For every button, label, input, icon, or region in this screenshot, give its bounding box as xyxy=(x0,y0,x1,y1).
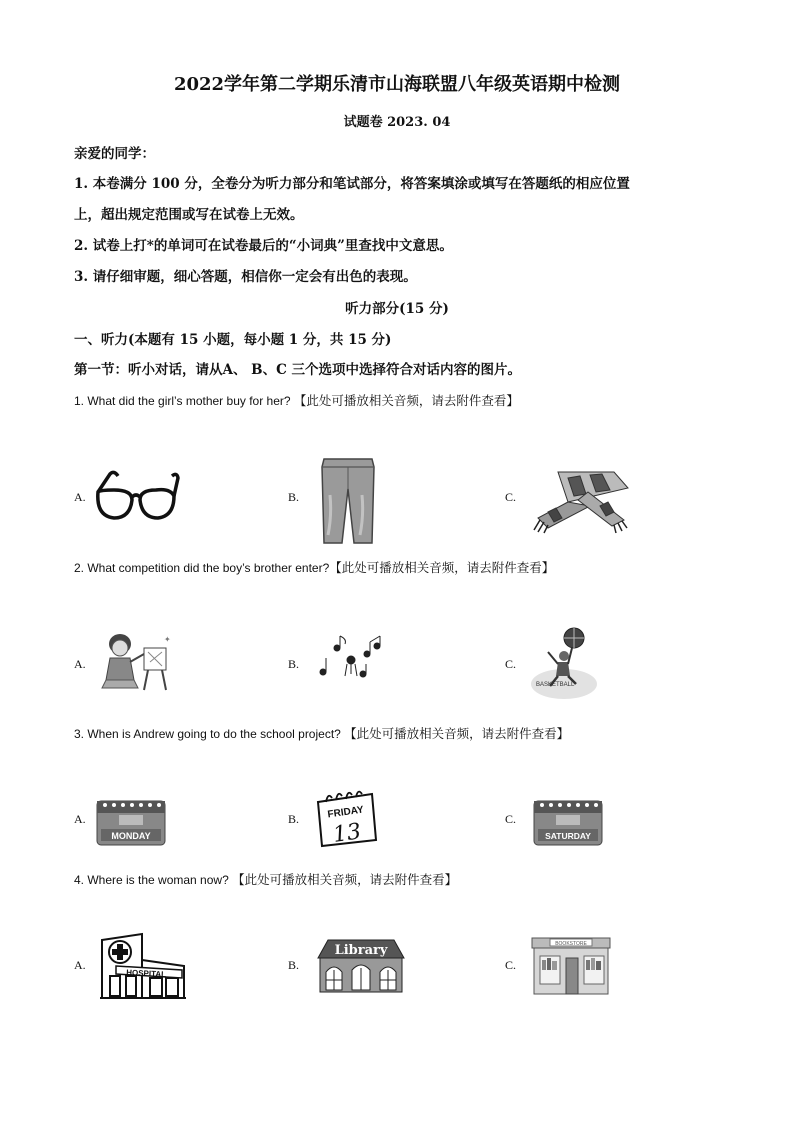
question-4-text: 4. Where is the woman now? xyxy=(74,873,233,887)
scarf-icon xyxy=(528,462,632,534)
music-notes-icon xyxy=(315,634,385,684)
painting-girl-icon xyxy=(98,632,178,692)
option-a-label: A. xyxy=(74,958,86,972)
subsection-title: 第一节：听小对话，请从A、 B、C 三个选项中选择符合对话内容的图片。 xyxy=(74,362,522,378)
svg-text:✦: ✦ xyxy=(164,635,171,644)
glasses-icon xyxy=(92,470,182,532)
page-subtitle: 试题卷 2023. 04 xyxy=(343,115,451,130)
calendar-saturday-icon xyxy=(532,795,604,847)
basketball-label: BASKETBALL xyxy=(536,682,575,688)
part-title: 一、听力(本题有 15 小题，每小题 1 分，共 15 分) xyxy=(74,332,392,348)
section-title: 听力部分(15 分) xyxy=(345,301,449,317)
question-1-text: 1. What did the girl’s mother buy for her? xyxy=(74,394,294,408)
option-a-label: A. xyxy=(74,812,86,826)
option-b-label: B. xyxy=(288,657,300,671)
library-label: Library xyxy=(334,943,388,958)
friday-number: 13 xyxy=(331,819,363,848)
page-title: 2022学年第二学期乐清市山海联盟八年级英语期中检测 xyxy=(173,74,621,95)
question-3 xyxy=(74,724,569,742)
option-b-label: B. xyxy=(288,490,300,504)
option-c-label: C. xyxy=(505,958,517,972)
audio-note: 【此处可播放相关音频，请去附件查看】 xyxy=(329,560,555,575)
greeting: 亲爱的同学： xyxy=(74,146,155,162)
question-3-text: 3. When is Andrew going to do the school project? xyxy=(74,727,345,741)
bookstore-icon xyxy=(530,936,612,996)
option-c-label: C. xyxy=(505,657,517,671)
bookstore-label: BOOKSTORE xyxy=(555,941,587,947)
hospital-label: HOSPITAL xyxy=(125,967,167,980)
audio-note: 【此处可播放相关音频，请去附件查看】 xyxy=(344,726,570,741)
instruction-3: 3. 请仔细审题，细心答题，相信你一定会有出色的表现。 xyxy=(74,269,417,285)
question-2 xyxy=(74,558,554,576)
question-4 xyxy=(74,870,457,888)
instruction-1-cont: 上，超出规定范围或写在试卷上无效。 xyxy=(74,207,304,223)
calendar-friday-icon xyxy=(312,788,380,850)
option-b-label: B. xyxy=(288,812,300,826)
saturday-label: SATURDAY xyxy=(545,831,591,841)
question-1 xyxy=(74,391,519,409)
option-c-label: C. xyxy=(505,812,517,826)
option-b-label: B. xyxy=(288,958,300,972)
instruction-2: 2. 试卷上打*的单词可在试卷最后的“小词典”里查找中文意思。 xyxy=(74,238,453,254)
basketball-player-icon xyxy=(528,626,598,702)
audio-note: 【此处可播放相关音频，请去附件查看】 xyxy=(293,393,519,408)
option-c-label: C. xyxy=(505,490,517,504)
audio-note: 【此处可播放相关音频，请去附件查看】 xyxy=(232,872,458,887)
instruction-1: 1. 本卷满分 100 分，全卷分为听力部分和笔试部分，将答案填涂或填写在答题纸的相应位置 xyxy=(74,176,630,192)
option-a-label: A. xyxy=(74,657,86,671)
calendar-monday-icon xyxy=(95,795,167,847)
option-a-label: A. xyxy=(74,490,86,504)
monday-label: MONDAY xyxy=(111,831,151,841)
jeans-icon xyxy=(318,455,378,545)
question-2-text: 2. What competition did the boy’s brother enter? xyxy=(74,561,330,575)
library-icon xyxy=(316,934,406,994)
friday-label: FRIDAY xyxy=(326,804,365,821)
hospital-icon xyxy=(98,930,188,1000)
